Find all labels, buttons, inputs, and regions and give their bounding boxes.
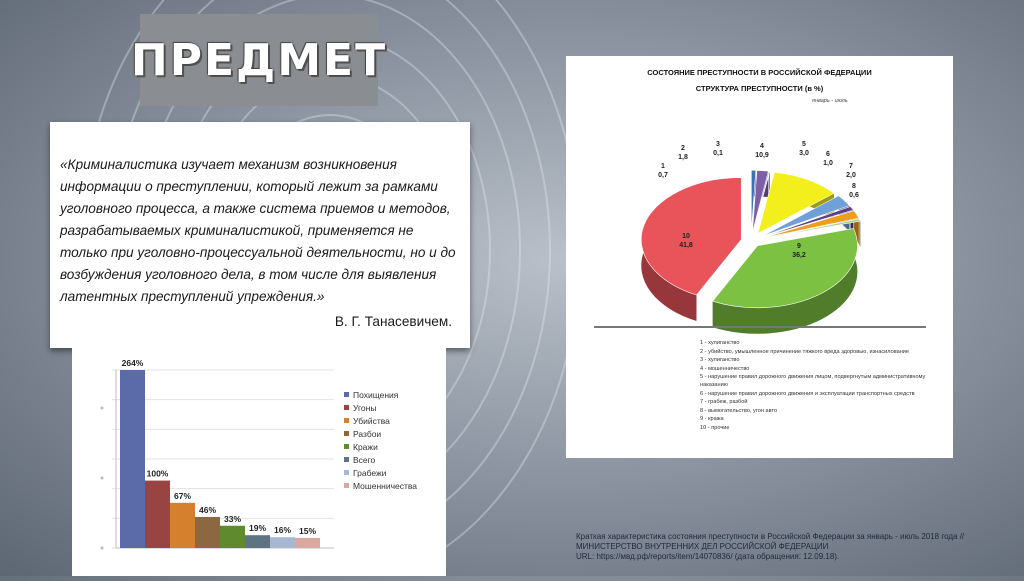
pie-chart-title: СОСТОЯНИЕ ПРЕСТУПНОСТИ В РОССИЙСКОЙ ФЕДЕРАЦИИ [647, 68, 872, 77]
pie-slice-id-label: 1 [661, 163, 665, 170]
pie-divider [594, 326, 926, 328]
pie-slice-id-label: 10 [682, 233, 690, 240]
bar-value-label: 33% [223, 513, 242, 524]
bar-legend-label: Кражи [353, 442, 378, 452]
slide-title: ПРЕДМЕТ [130, 34, 388, 86]
pie-legend-item: 5 - нарушение правил дорожного движения лицом, подвергнутым административному наказанию [700, 374, 926, 388]
bar-chart-panel [72, 348, 446, 576]
bar-2 [145, 481, 170, 548]
pie-legend-item: 2 - убийство, умышленное причинение тяжкого вреда здоровью, изнасилование [700, 348, 910, 355]
bar-legend-swatch [344, 392, 349, 397]
bar-1 [120, 370, 145, 548]
source-line-3: URL: https://мвд.рф/reports/item/14070836/ (дата обращения: 12.09.18). [576, 552, 840, 561]
bar-legend-swatch [344, 457, 349, 462]
bar-legend-swatch [344, 431, 349, 436]
pie-legend-item: 8 - вымогательство, угон авто [700, 407, 778, 414]
pie-chart-panel [566, 56, 953, 458]
pie-slice-value-label: 3,0 [799, 150, 809, 157]
pie-legend-item: 4 - мошенничество [700, 365, 750, 372]
pie-slice-id-label: 9 [797, 243, 801, 250]
source-line-1: Краткая характеристика состояния преступности в Российской Федерации за январь - июль 2018 года // [576, 532, 965, 541]
source-citation [576, 532, 1016, 562]
bar-value-label: 15% [298, 525, 317, 536]
pie-chart-period: январь - июль [812, 98, 848, 104]
pie-slice-value-label: 1,8 [678, 154, 688, 161]
pie-chart-legend [700, 340, 940, 434]
quote-box [50, 122, 470, 348]
bar-8 [295, 538, 320, 548]
bar-legend-label: Мошенничества [353, 481, 418, 491]
bar-7 [270, 537, 295, 548]
bar-legend-label: Похищения [353, 390, 399, 400]
pie-slice-id-label: 4 [760, 143, 764, 150]
pie-slice-value-label: 1,0 [823, 160, 833, 167]
bar-value-label: 67% [173, 490, 192, 501]
pie-slice-id-label: 3 [716, 141, 720, 148]
pie-slice-value-label: 36,2 [792, 252, 806, 259]
pie-slice-id-label: 6 [826, 151, 830, 158]
bar-legend-swatch [344, 470, 349, 475]
pie-slice-id-label: 8 [852, 183, 856, 190]
bar-value-label: 46% [198, 504, 217, 515]
quote-text: «Криминалистика изучает механизм возникновения информации о преступлении, который лежит за рамками уголовного процесса, а также система приемов и методов, разрабатываемых криминалистикой, применяется не только при уголовно-процессуальной деятельности, но и до возбуждения уголовного дела, в том числе для выявления латентных преступлений упреждения.» [60, 157, 456, 304]
bar-legend-swatch [344, 444, 349, 449]
pie-chart [566, 56, 953, 336]
pie-slice-id-label: 2 [681, 145, 685, 152]
pie-slice-value-label: 0,7 [658, 172, 668, 179]
pie-legend-item: 6 - нарушение правил дорожного движения и эксплуатации транспортных средств [700, 390, 915, 397]
pie-legend-item: 1 - хулиганство [700, 340, 740, 346]
source-line-2: МИНИСТЕРСТВО ВНУТРЕННИХ ДЕЛ РОССИЙСКОЙ ФЕДЕРАЦИИ [576, 542, 829, 551]
bar-tick-dot [101, 407, 104, 410]
bar-legend-label: Всего [353, 455, 376, 465]
bar-legend-label: Угоны [353, 403, 377, 413]
pie-slice-id-label: 5 [802, 141, 806, 148]
bar-5 [220, 526, 245, 548]
pie-slice-id-label: 7 [849, 163, 853, 170]
bar-3 [170, 503, 195, 548]
pie-legend-item: 10 - прочие [700, 424, 730, 431]
bar-legend-swatch [344, 405, 349, 410]
pie-slice-value-label: 0,1 [713, 150, 723, 157]
bar-value-label: 16% [273, 525, 292, 536]
bar-value-label: 100% [146, 468, 169, 479]
pie-slice-value-label: 10,9 [755, 152, 769, 159]
quote-author: В. Г. Танасевичем. [334, 314, 452, 329]
title-box [130, 14, 388, 106]
pie-slice-value-label: 41,8 [679, 242, 693, 249]
bar-chart [72, 348, 446, 576]
pie-legend-item: 9 - кража [700, 416, 724, 423]
bar-legend-label: Разбои [353, 429, 382, 439]
pie-slice-side [859, 219, 860, 247]
bar-legend-label: Убийства [353, 416, 390, 426]
bar-4 [195, 517, 220, 548]
bar-tick-dot [101, 547, 104, 550]
bar-value-label: 19% [248, 523, 267, 534]
pie-slice-value-label: 2,0 [846, 172, 856, 179]
bar-6 [245, 535, 270, 548]
pie-slice-value-label: 0,6 [849, 192, 859, 199]
bar-legend-swatch [344, 418, 349, 423]
bar-value-label: 264% [121, 358, 144, 368]
bar-tick-dot [101, 477, 104, 480]
pie-chart-subtitle: СТРУКТУРА ПРЕСТУПНОСТИ (в %) [695, 84, 824, 93]
pie-legend-item: 3 - хулиганство [700, 357, 740, 364]
bar-legend-label: Грабежи [353, 468, 387, 478]
bar-legend-swatch [344, 483, 349, 488]
pie-legend-item: 7 - грабеж, разбой [700, 399, 748, 406]
